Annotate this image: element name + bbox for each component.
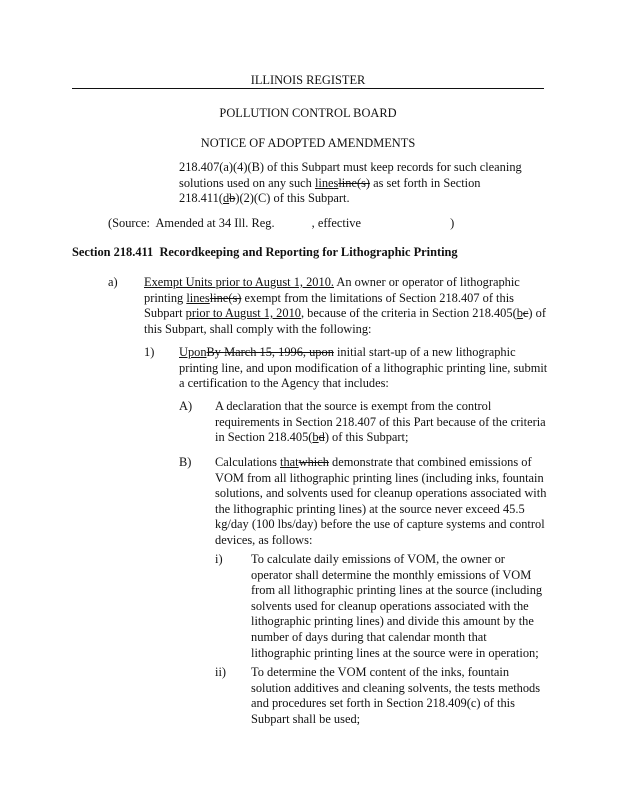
para-ii-text: To determine the VOM content of the inks, fountain solution additives and cleaning solvents, the tests methods and procedures set forth in Section 218.409(c) of this Subpart shall be used; — [251, 665, 541, 726]
para-a-label: a) — [108, 275, 118, 289]
continuation-line: 218.411(db)(2)(C) of this Subpart. — [179, 191, 350, 206]
para-A-label: A) — [179, 399, 193, 413]
notice-title: NOTICE OF ADOPTED AMENDMENTS — [200, 136, 416, 150]
para-ii-label: ii) — [215, 665, 227, 679]
continuation-line: solutions used on any such linesline(s) as set forth in Section — [179, 175, 481, 190]
para-a-text: Exempt Units prior to August 1, 2010. An owner or operator of lithographic printing linesline(s) exempt from the limitations of Section 218.407 of this Subpart prior to August 1, 2010, because of the criteria in Section 218.405(bc) of this Subpart, shall comply with the following: — [144, 275, 546, 336]
para-1-text: UponBy March 15, 1996, upon initial start-up of a new lithographic printing line, and upon modification of a lithographic printing line, submit a certification to the Agency that includes: — [179, 345, 548, 391]
board-title: POLLUTION CONTROL BOARD — [219, 106, 397, 120]
para-B-label: B) — [179, 455, 192, 469]
para-i-text: To calculate daily emissions of VOM, the owner or operator shall determine the monthly emissions of VOM from all lithographic printing lines at the source (including solvents used for cleanup operations associated with the lithographic printing lines) and divide this amount by the number of days during that calendar month that lithographic printing lines at the source were in operation; — [251, 552, 543, 660]
continuation-text — [179, 160, 559, 207]
section-heading: Section 218.411 Recordkeeping and Reporting for Lithographic Printing — [72, 245, 458, 259]
continuation-line: 218.407(a)(4)(B) of this Subpart must keep records for such cleaning — [179, 160, 522, 174]
para-B-text: Calculations thatwhich demonstrate that combined emissions of VOM from all lithographic printing lines (including inks, fountain solutions, and solvents used for cleanup operations associated with the lithographic printing lines) at the source never exceed 45.5 kg/day (100 lbs/day) before the use of capture systems and control devices, as follows: — [215, 455, 547, 547]
register-title: ILLINOIS REGISTER — [250, 73, 366, 87]
para-1-label: 1) — [144, 345, 155, 359]
para-A-text: A declaration that the source is exempt from the control requirements in Section 218.407 of this Part because of the criteria in Section 218.405(bd) of this Subpart; — [215, 399, 546, 445]
header-rule — [72, 88, 544, 89]
para-i-label: i) — [215, 552, 223, 566]
source-note: (Source: Amended at 34 Ill. Reg. , effective ) — [108, 216, 455, 230]
